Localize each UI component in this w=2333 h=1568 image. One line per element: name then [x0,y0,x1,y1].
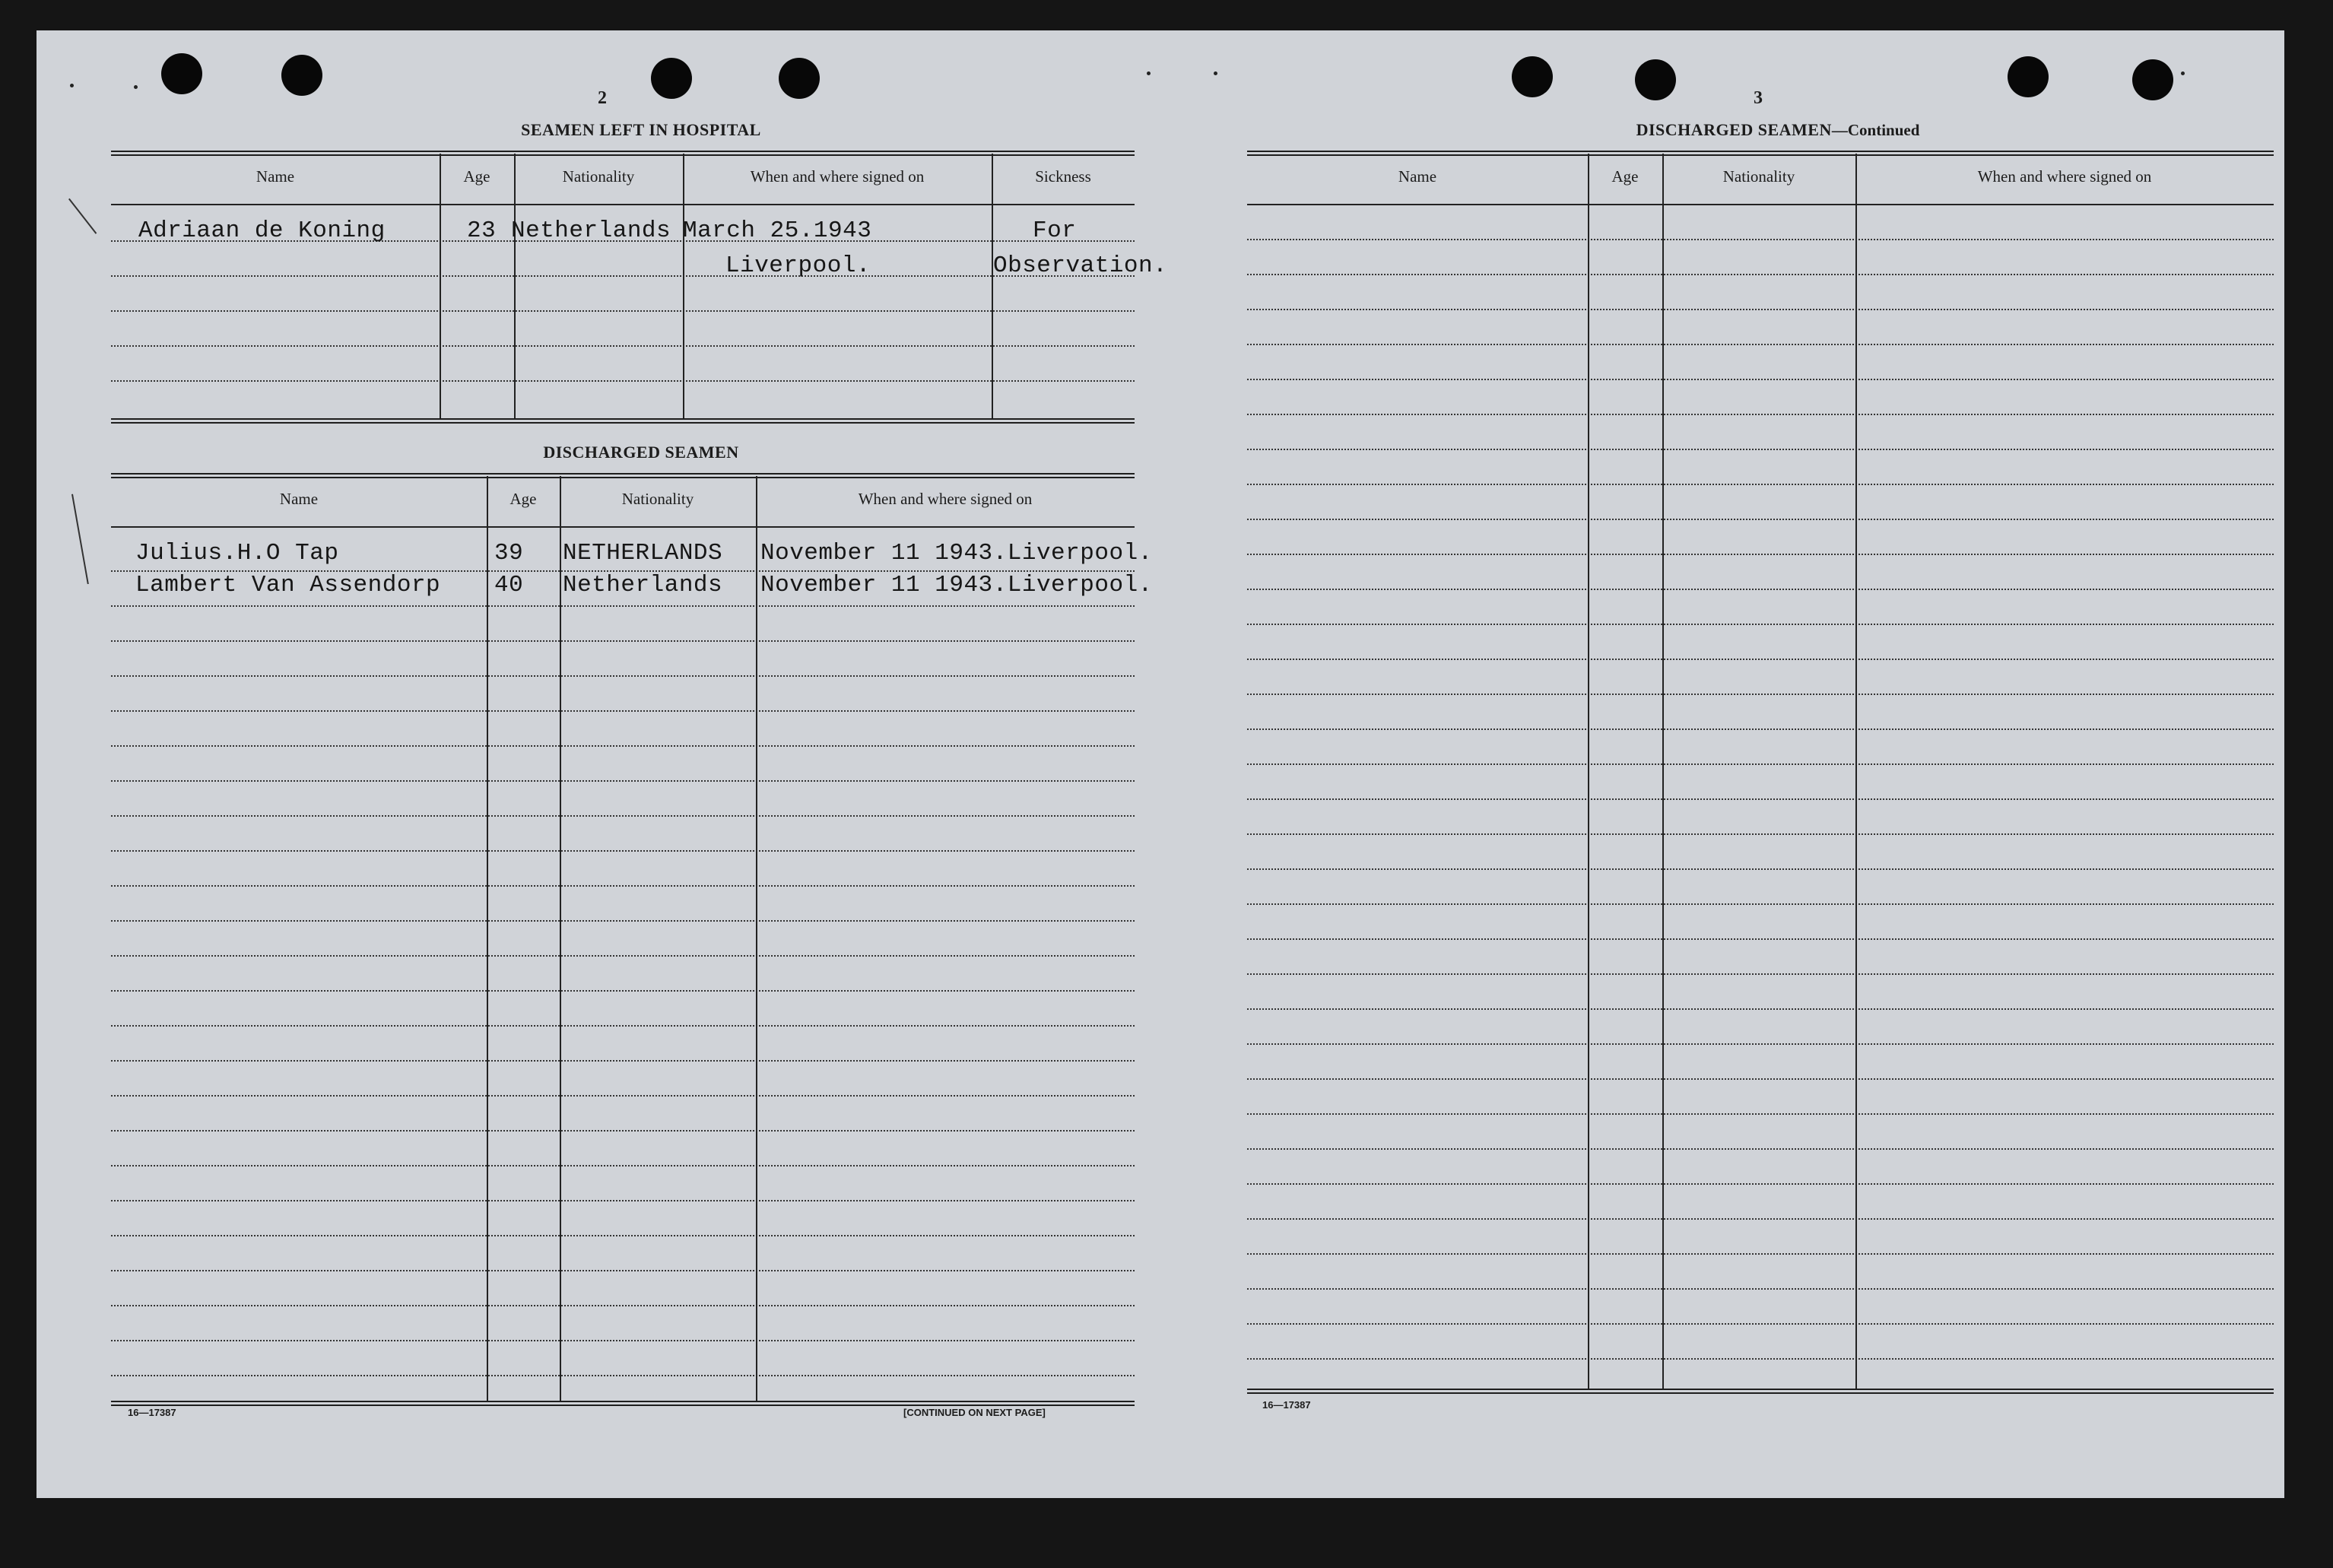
discharged-continued-title-main: DISCHARGED SEAMEN [1636,120,1832,139]
discharged-row-signed-on: November 11 1943.Liverpool. [760,572,1153,598]
hospital-row-nationality: Netherlands [511,217,671,244]
row-line [1247,728,2274,730]
column-header-name: Name [256,167,295,186]
row-line [1247,938,2274,940]
discharged-table [111,473,1153,1439]
row-line [1247,868,2274,870]
row-line [1247,1218,2274,1220]
page-number-right: 3 [1754,88,1763,108]
hospital-row-age: 23 [467,217,497,244]
row-line [111,920,1135,922]
row-line [111,955,1135,957]
table-top-rule [111,473,1135,478]
row-line [1247,1078,2274,1080]
row-line [111,1095,1135,1097]
row-line [1247,379,2274,380]
row-line [111,780,1135,782]
discharged-row-name: Julius.H.O Tap [135,540,339,567]
row-line [1247,833,2274,835]
header-rule [1247,204,2274,205]
punch-hole [161,53,202,94]
row-line [1247,554,2274,555]
punch-hole [2008,56,2049,97]
row-line [1247,414,2274,415]
table-bottom-rule [111,418,1135,424]
table-top-rule [111,151,1135,156]
speck [70,84,74,87]
row-line [1247,274,2274,275]
column-divider [440,154,441,418]
hospital-row-signed-on-place: Liverpool. [725,252,871,279]
row-line [111,1165,1135,1166]
column-header-signed-on: When and where signed on [750,167,925,186]
row-line [1247,903,2274,905]
row-line [111,710,1135,712]
speck [1214,71,1217,75]
discharged-row-nationality: NETHERLANDS [563,540,723,567]
row-line [1247,589,2274,590]
row-line [111,745,1135,747]
row-line [111,1305,1135,1306]
row-line [1247,1113,2274,1115]
speck [134,85,138,89]
discharged-continued-title [1550,120,2006,140]
check-mark [71,494,89,585]
column-divider [756,476,757,1401]
header-rule [111,526,1135,528]
punch-hole [651,58,692,99]
discharged-row-signed-on: November 11 1943.Liverpool. [760,540,1153,567]
row-line [1247,694,2274,695]
column-header-sickness: Sickness [1035,167,1091,186]
column-header-nationality: Nationality [1722,167,1795,186]
row-line [111,815,1135,817]
row-line [1247,763,2274,765]
row-line [1247,519,2274,520]
row-line [111,850,1135,852]
row-line [1247,798,2274,800]
column-divider [1855,154,1857,1389]
row-line [111,275,1135,277]
row-line [1247,449,2274,450]
row-line [1247,1148,2274,1150]
continued-label: —Continued [1831,121,1920,139]
row-line [111,345,1135,347]
form-number-right: 16—17387 [1262,1399,1311,1411]
speck [1147,71,1151,75]
form-number-left: 16—17387 [128,1407,176,1418]
punch-hole [1512,56,1553,97]
column-divider [1588,154,1589,1389]
row-line [111,605,1135,607]
hospital-section-title: SEAMEN LEFT IN HOSPITAL [521,120,761,139]
column-divider [1662,154,1664,1389]
discharged-row-age: 39 [494,540,524,567]
column-header-signed-on: When and where signed on [858,490,1033,508]
column-header-name: Name [279,490,319,508]
row-line [1247,624,2274,625]
row-line [1247,239,2274,240]
row-line [111,1130,1135,1132]
hospital-table [111,151,1168,452]
column-header-signed-on: When and where signed on [1977,167,2152,186]
row-line [111,1200,1135,1201]
check-mark [68,198,97,234]
discharged-row-name: Lambert Van Assendorp [135,572,441,598]
row-line [111,675,1135,677]
row-line [1247,1253,2274,1255]
column-header-name: Name [1398,167,1437,186]
row-line [111,310,1135,312]
column-header-nationality: Nationality [621,490,694,508]
row-line [111,1060,1135,1062]
row-line [1247,309,2274,310]
punch-hole [1635,59,1676,100]
column-divider [487,476,488,1401]
discharged-section-title: DISCHARGED SEAMEN [543,443,739,462]
discharged-row-age: 40 [494,572,524,598]
row-line [1247,659,2274,660]
row-line [111,1270,1135,1271]
discharged-row-nationality: Netherlands [563,572,723,598]
page-number-left: 2 [598,88,607,108]
row-line [111,1340,1135,1341]
row-line [111,1235,1135,1236]
hospital-row-name: Adriaan de Koning [138,217,386,244]
document-sheet [37,30,2284,1498]
column-divider [514,154,516,418]
row-line [1247,973,2274,975]
header-rule [111,204,1135,205]
table-bottom-rule [111,1401,1135,1406]
row-line [111,380,1135,382]
discharged-continued-table [1247,151,2274,1428]
continued-note: [CONTINUED ON NEXT PAGE] [903,1407,1046,1418]
column-header-age: Age [509,490,537,508]
row-line [1247,1008,2274,1010]
row-line [1247,344,2274,345]
column-header-age: Age [1611,167,1639,186]
hospital-row-signed-on-date: March 25.1943 [683,217,872,244]
row-line [1247,1043,2274,1045]
punch-hole [2132,59,2173,100]
row-line [1247,1183,2274,1185]
punch-hole [281,55,322,96]
row-line [1247,1358,2274,1360]
column-header-nationality: Nationality [562,167,635,186]
row-line [111,1375,1135,1376]
row-line [1247,484,2274,485]
hospital-row-sickness-line1: For [1033,217,1077,244]
row-line [1247,1323,2274,1325]
column-divider [560,476,561,1401]
table-bottom-rule [1247,1389,2274,1394]
row-line [111,990,1135,992]
hospital-row-sickness-line2: Observation. [993,252,1168,279]
table-top-rule [1247,151,2274,156]
row-line [111,640,1135,642]
column-header-age: Age [463,167,490,186]
row-line [111,1025,1135,1027]
row-line [1247,1288,2274,1290]
punch-hole [779,58,820,99]
column-divider [992,154,993,418]
row-line [111,885,1135,887]
column-divider [683,154,684,418]
speck [2181,71,2185,75]
